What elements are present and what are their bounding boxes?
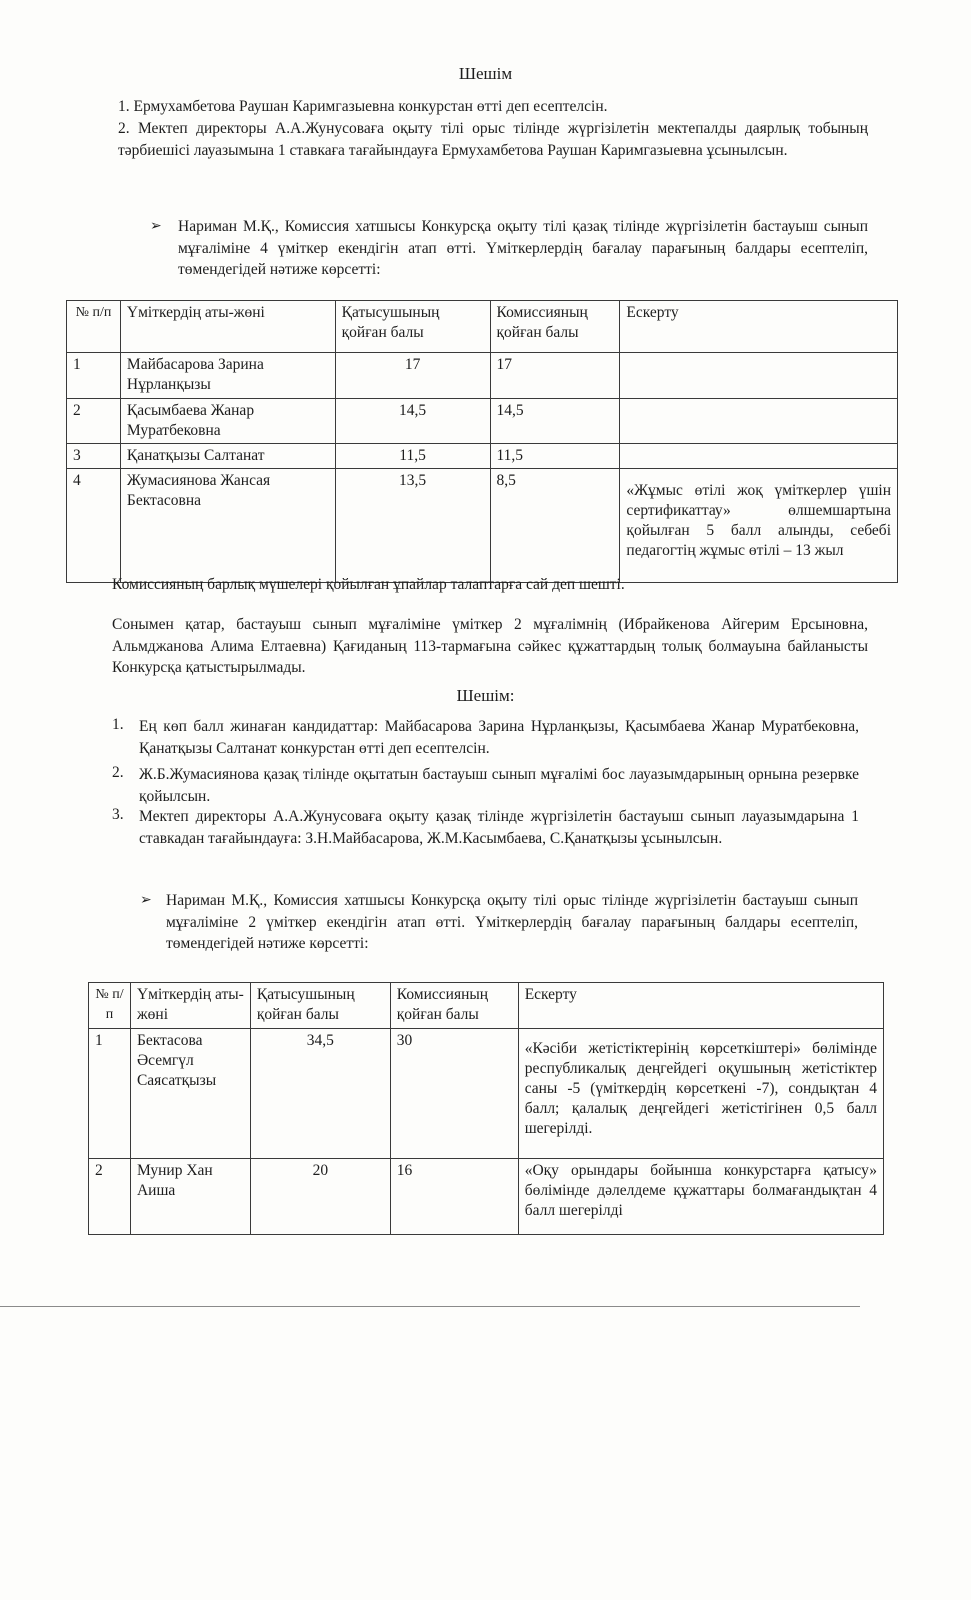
intro-paragraph-2: Нариман М.Қ., Комиссия хатшысы Конкурсқа оқыту тілі орыс тілінде жүргізілетін бастауыш сынып мұғаліміне 2 үміткер екендігін атап өтті. Үміткерлердің бағалау парағының балдары есептеліп, төмендегідей нәтиже көрсетті: xyxy=(166,892,858,952)
row-number: 2 xyxy=(67,399,121,444)
row-note xyxy=(620,399,898,444)
row-name: Қасымбаева Жанар Муратбековна xyxy=(120,399,335,444)
decision-item-1: 1. Ермухамбетова Раушан Каримгазыевна конкурстан өтті деп есептелсін. xyxy=(118,98,608,115)
row-commission-score: 14,5 xyxy=(490,399,620,444)
row-number: 4 xyxy=(67,469,121,583)
header-name: Үміткердің аты-жөні xyxy=(130,983,250,1029)
header-note: Ескерту xyxy=(518,983,883,1029)
decision-heading: Шешім xyxy=(458,64,513,83)
header-name: Үміткердің аты-жөні xyxy=(120,301,335,353)
row-name: Мунир Хан Аиша xyxy=(130,1159,250,1235)
row-name: Жумасиянова Жансая Бектасовна xyxy=(120,469,335,583)
row-name: Қанатқызы Салтанат xyxy=(120,444,335,469)
commission-agreement: Комиссияның барлық мүшелері қойылған ұпайлар талаптарға сай деп шешті. xyxy=(112,576,625,593)
intro-paragraph-1: Нариман М.Қ., Комиссия хатшысы Конкурсқа оқыту тілі қазақ тілінде жүргізілетін бастауыш сынып мұғаліміне 4 үміткер екендігін атап өтті. Үміткерлердің бағалау парағының балдары есептеліп, төмендегідей нәтиже көрсетті: xyxy=(178,218,868,278)
row-commission-score: 11,5 xyxy=(490,444,620,469)
table-header-row xyxy=(67,301,898,353)
row-commission-score: 17 xyxy=(490,353,620,399)
page-bottom-rule xyxy=(0,1306,860,1307)
decision2-num-2: 2. xyxy=(112,764,124,781)
row-name: Бектасова Әсемгүл Саясатқызы xyxy=(130,1029,250,1159)
row-name: Майбасарова Зарина Нұрланқызы xyxy=(120,353,335,399)
row-number: 1 xyxy=(67,353,121,399)
decision2-num-3: 3. xyxy=(112,806,124,823)
row-participant-score: 34,5 xyxy=(250,1029,390,1159)
row-note xyxy=(620,353,898,399)
results-table-kazakh xyxy=(66,300,898,583)
excluded-candidates-paragraph: Сонымен қатар, бастауыш сынып мұғаліміне үміткер 2 мұғалімнің (Ибрайкенова Айгерим Ерсыновна, Альмджанова Алима Елтаевна) Қағиданың 113-тармағына сәйкес құжаттардың толық болмауына байланысты Конкурсқа қатыстырылмады. xyxy=(112,616,868,676)
table-row xyxy=(67,353,898,399)
table-row xyxy=(89,1159,884,1235)
row-note: «Жұмыс өтілі жоқ үміткерлер үшін сертификаттау» өлшемшартына қойылған 5 балл алынды, себебі педагогтің жұмыс өтілі – 13 жыл xyxy=(620,469,898,583)
row-participant-score: 14,5 xyxy=(335,399,490,444)
header-commission-score: Комиссияның қойған балы xyxy=(390,983,518,1029)
header-commission-score: Комиссияның қойған балы xyxy=(490,301,620,353)
decision-heading-2: Шешім: xyxy=(456,686,515,705)
table-row xyxy=(89,1029,884,1159)
decision2-item-2: Ж.Б.Жумасиянова қазақ тілінде оқытатын бастауыш сынып мұғалімі бос лауазымдарының орнына резервке қойылсын. xyxy=(139,766,859,805)
row-commission-score: 30 xyxy=(390,1029,518,1159)
row-commission-score: 16 xyxy=(390,1159,518,1235)
header-participant-score: Қатысушының қойған балы xyxy=(335,301,490,353)
decision2-num-1: 1. xyxy=(112,716,124,733)
decision2-item-1: Ең көп балл жинаған кандидаттар: Майбасарова Зарина Нұрланқызы, Қасымбаева Жанар Муратбековна, Қанатқызы Салтанат конкурстан өтті деп есептелсін. xyxy=(139,718,859,757)
table-row xyxy=(67,469,898,583)
row-note: «Оқу орындары бойынша конкурстарға қатысу» бөлімінде дәлелдеме құжаттары болмағандықтан 4 балл шегерілді xyxy=(518,1159,883,1235)
header-number: № п/п xyxy=(89,983,131,1029)
row-number: 1 xyxy=(89,1029,131,1159)
header-participant-score: Қатысушының қойған балы xyxy=(250,983,390,1029)
results-table-russian xyxy=(88,982,884,1235)
row-note xyxy=(620,444,898,469)
arrow-bullet-icon: ➢ xyxy=(140,893,152,908)
row-number: 2 xyxy=(89,1159,131,1235)
header-note: Ескерту xyxy=(620,301,898,353)
header-number: № п/п xyxy=(67,301,121,353)
row-participant-score: 11,5 xyxy=(335,444,490,469)
arrow-bullet-icon: ➢ xyxy=(150,219,162,234)
row-participant-score: 17 xyxy=(335,353,490,399)
row-number: 3 xyxy=(67,444,121,469)
row-participant-score: 20 xyxy=(250,1159,390,1235)
table-row xyxy=(67,399,898,444)
decision-item-2: 2. Мектеп директоры А.А.Жунусоваға оқыту тілі орыс тілінде жүргізілетін мектепалды даярлық тобының тәрбиешісі лауазымына 1 ставкаға тағайындауға Ермухамбетова Раушан Каримгазыевна ұсынылсын. xyxy=(118,120,868,159)
decision2-item-3: Мектеп директоры А.А.Жунусоваға оқыту қазақ тілінде жүргізілетін бастауыш сынып лауазымдарына 1 ставкадан тағайындауға: З.Н.Майбасарова, Ж.М.Касымбаева, С.Қанатқызы ұсынылсын. xyxy=(139,808,859,847)
row-note: «Кәсіби жетістіктерінің көрсеткіштері» бөлімінде республикалық деңгейдегі оқушының жетістіктер саны -5 (үміткердің көрсеткені -7), сондықтан 4 балл; қалалық деңгейдегі жетістігінен 0,5 балл шегерілді. xyxy=(518,1029,883,1159)
table-row xyxy=(67,444,898,469)
row-commission-score: 8,5 xyxy=(490,469,620,583)
table-header-row xyxy=(89,983,884,1029)
row-participant-score: 13,5 xyxy=(335,469,490,583)
